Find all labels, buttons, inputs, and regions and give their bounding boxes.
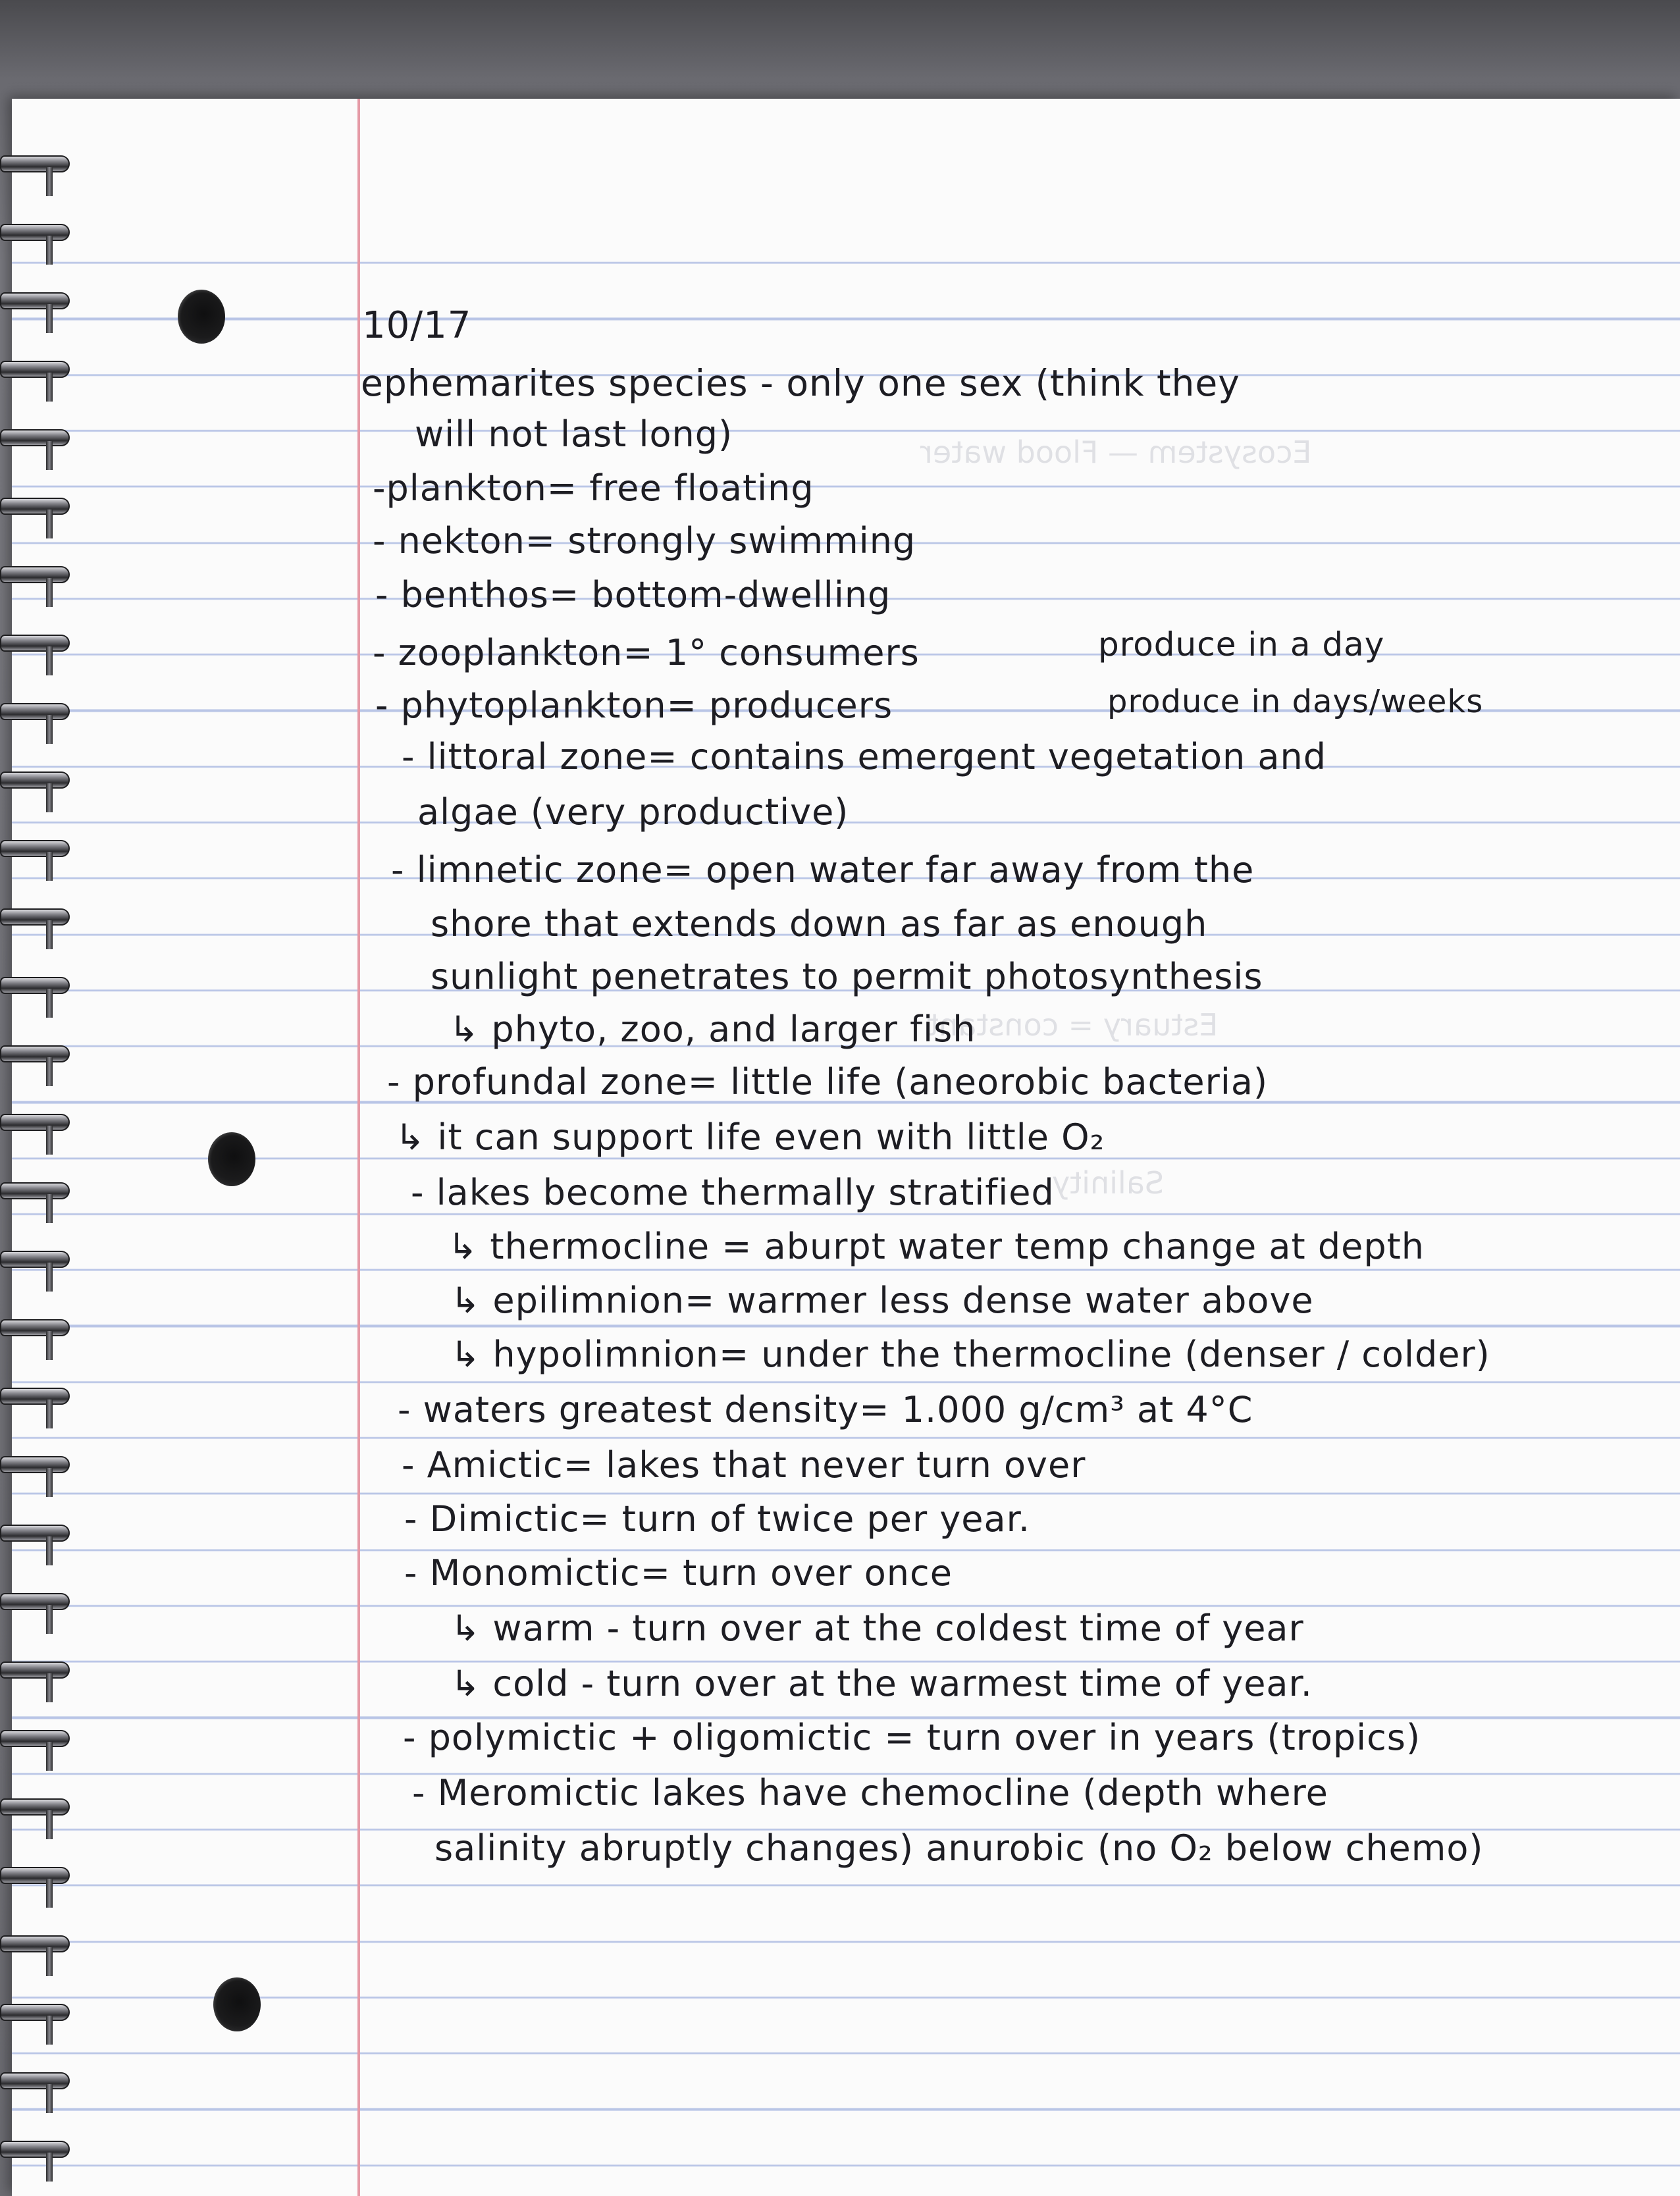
note-line: - limnetic zone= open water far away from the: [391, 849, 1255, 891]
spiral-coil: [0, 361, 72, 379]
bleed-through-text: Ecosystem — Flood water: [920, 434, 1312, 470]
note-line: - Meromictic lakes have chemocline (depth where: [412, 1772, 1328, 1814]
note-line: ↳ thermocline = aburpt water temp change at depth: [448, 1226, 1425, 1267]
spiral-coil: [0, 566, 72, 585]
note-line: ↳ epilimnion= warmer less dense water above: [450, 1280, 1314, 1321]
spiral-coil: [0, 1182, 72, 1201]
spiral-coil: [0, 1456, 72, 1475]
note-line: shore that extends down as far as enough: [431, 903, 1208, 945]
note-line: - profundal zone= little life (aneorobic bacteria): [387, 1061, 1269, 1103]
spiral-coil: [0, 1593, 72, 1611]
spiral-coil: [0, 1798, 72, 1817]
spiral-coil: [0, 1661, 72, 1680]
note-line: - zooplankton= 1° consumers: [373, 632, 920, 673]
note-line: algae (very productive): [417, 791, 849, 833]
spiral-coil: [0, 429, 72, 448]
note-line: will not last long): [415, 413, 733, 455]
margin-line: [357, 99, 360, 2196]
note-line: - nekton= strongly swimming: [373, 520, 916, 562]
notebook-page: [12, 99, 1680, 2196]
note-line: ephemarites species - only one sex (think they: [361, 362, 1240, 404]
note-line: - littoral zone= contains emergent vegetation and: [402, 736, 1326, 777]
spiral-coil: [0, 2072, 72, 2091]
note-line: ↳ warm - turn over at the coldest time of year: [450, 1608, 1304, 1649]
note-line: - phytoplankton= producers: [375, 685, 893, 726]
spiral-coil: [0, 1319, 72, 1338]
spiral-coil: [0, 635, 72, 653]
date-heading: 10/17: [362, 304, 472, 347]
spiral-coil: [0, 1251, 72, 1269]
note-line: - Amictic= lakes that never turn over: [402, 1444, 1086, 1486]
spiral-coil: [0, 155, 72, 174]
bleed-through-text: Estuary = constant: [927, 1007, 1219, 1043]
note-line: sunlight penetrates to permit photosynthesis: [431, 956, 1263, 997]
spiral-coil: [0, 1935, 72, 1954]
note-line: -plankton= free floating: [373, 467, 814, 509]
spiral-coil: [0, 498, 72, 516]
note-line: ↳ hypolimnion= under the thermocline (denser / colder): [450, 1334, 1490, 1375]
note-line: salinity abruptly changes) anurobic (no O₂ below chemo): [434, 1827, 1484, 1869]
spiral-coil: [0, 1730, 72, 1748]
note-line: - lakes become thermally stratified: [411, 1172, 1055, 1213]
spiral-coil: [0, 703, 72, 721]
spiral-coil: [0, 1114, 72, 1132]
note-line: - Dimictic= turn of twice per year.: [404, 1498, 1031, 1540]
spiral-coil: [0, 2141, 72, 2159]
spiral-coil: [0, 908, 72, 927]
note-line: produce in days/weeks: [1107, 683, 1484, 720]
punch-hole-bottom: [213, 1977, 261, 2031]
note-line: ↳ cold - turn over at the warmest time of year.: [450, 1663, 1313, 1704]
note-line: ↳ phyto, zoo, and larger fish: [449, 1008, 976, 1050]
note-line: - polymictic + oligomictic = turn over in years (tropics): [403, 1717, 1421, 1758]
note-line: produce in a day: [1098, 625, 1385, 664]
spiral-coil: [0, 1045, 72, 1064]
bleed-through-text: Salinity: [1052, 1165, 1165, 1201]
note-line: - waters greatest density= 1.000 g/cm³ at 4°C: [398, 1389, 1253, 1430]
spiral-coil: [0, 2004, 72, 2022]
punch-hole-top: [178, 290, 225, 344]
spiral-coil: [0, 771, 72, 790]
spiral-coil: [0, 1867, 72, 1885]
spiral-coil: [0, 977, 72, 995]
spiral-coil: [0, 1525, 72, 1543]
spiral-coil: [0, 1388, 72, 1406]
spiral-coil: [0, 224, 72, 242]
spiral-coil: [0, 840, 72, 858]
note-line: ↳ it can support life even with little O₂: [395, 1116, 1105, 1158]
note-line: - benthos= bottom-dwelling: [375, 574, 891, 615]
punch-hole-middle: [208, 1132, 255, 1186]
note-line: - Monomictic= turn over once: [404, 1552, 953, 1594]
spiral-coil: [0, 292, 72, 311]
